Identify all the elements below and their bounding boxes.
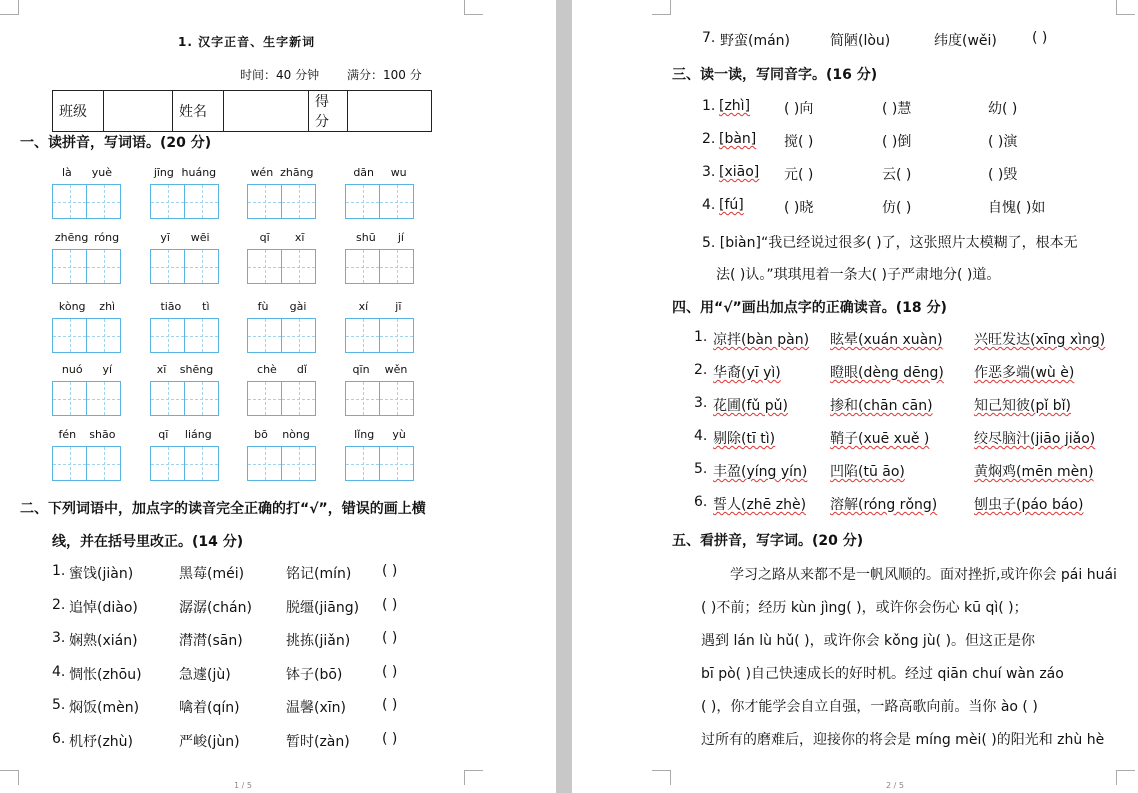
pinyin-syllable: yù bbox=[392, 428, 406, 441]
section2-item-blank[interactable]: ( ) bbox=[382, 630, 398, 646]
pinyin-syllable: fén bbox=[58, 428, 77, 441]
section4-item-b[interactable]: 溶解(róng rǒng) bbox=[830, 497, 938, 513]
section3-item-p: [fú] bbox=[719, 197, 744, 213]
crop-mark bbox=[652, 0, 671, 15]
crop-mark bbox=[464, 770, 483, 785]
writing-boxes bbox=[345, 249, 415, 284]
writing-boxes bbox=[345, 446, 415, 481]
pinyin-group bbox=[150, 363, 220, 416]
pinyin-row bbox=[345, 428, 415, 442]
writing-boxes bbox=[247, 381, 317, 416]
pinyin-row bbox=[150, 231, 220, 245]
time-label: 时间：40 分钟 bbox=[240, 68, 320, 82]
section2-item-c: 暂时(zàn) bbox=[286, 733, 350, 750]
pinyin-group bbox=[52, 166, 122, 219]
writing-boxes bbox=[345, 184, 415, 219]
pinyin-syllable: là bbox=[61, 166, 72, 179]
section3-item-t1[interactable]: 云( ) bbox=[882, 167, 912, 183]
section4-item-c[interactable]: 兴旺发达(xīng xìng) bbox=[974, 332, 1106, 348]
pinyin-syllable: qī bbox=[158, 428, 169, 441]
pinyin-syllable: róng bbox=[94, 231, 120, 244]
pinyin-row bbox=[52, 231, 122, 245]
writing-boxes bbox=[52, 446, 122, 481]
section1-title: 一、读拼音，写词语。(20 分) bbox=[20, 135, 212, 151]
item7-num: 7. bbox=[702, 30, 716, 46]
pinyin-row bbox=[150, 166, 220, 180]
pinyin-group bbox=[52, 428, 122, 481]
writing-boxes bbox=[150, 318, 220, 353]
pinyin-syllable: gài bbox=[289, 300, 307, 313]
section3-item-t0[interactable]: ( )晓 bbox=[784, 200, 814, 216]
writing-box[interactable] bbox=[52, 318, 87, 353]
pinyin-syllable: huáng bbox=[181, 166, 217, 179]
pinyin-row bbox=[247, 166, 317, 180]
section4-item-n: 2. bbox=[694, 362, 708, 378]
item7-c: 纬度(wěi) bbox=[934, 33, 997, 49]
section2-item-b: 急遽(jù) bbox=[179, 666, 231, 683]
pinyin-syllable: chè bbox=[257, 363, 277, 376]
writing-box[interactable] bbox=[150, 381, 185, 416]
pinyin-syllable: wěn bbox=[384, 363, 408, 376]
section4-item-a[interactable]: 丰盈(yíng yín) bbox=[713, 464, 808, 480]
section3-item-n: 3. bbox=[702, 164, 716, 180]
pinyin-syllable: qī bbox=[259, 231, 270, 244]
section2-title: 二、下列词语中，加点字的读音完全正确的打“√”，错误的画上横 bbox=[20, 501, 426, 517]
page-title: 1. 汉字正音、生字新词 bbox=[178, 35, 316, 49]
section3-item-t1[interactable]: ( )倒 bbox=[882, 134, 912, 150]
section4-item-a[interactable]: 誓人(zhē zhè) bbox=[713, 497, 807, 513]
writing-box[interactable] bbox=[380, 249, 414, 284]
item7-a: 野蛮(mán) bbox=[720, 33, 791, 49]
section2-item-blank[interactable]: ( ) bbox=[382, 730, 398, 747]
pinyin-row bbox=[52, 300, 122, 314]
page-number: 1 / 5 bbox=[234, 781, 252, 790]
writing-box[interactable] bbox=[87, 446, 121, 481]
section3-item-t2[interactable]: 自愧( )如 bbox=[988, 200, 1046, 216]
pinyin-syllable: fù bbox=[257, 300, 269, 313]
writing-box[interactable] bbox=[87, 318, 121, 353]
section3-item-p: [xiāo] bbox=[719, 164, 760, 180]
writing-box[interactable] bbox=[52, 184, 87, 219]
pinyin-row bbox=[345, 231, 415, 245]
section2-title-cont: 线，并在括号里改正。(14 分) bbox=[52, 534, 244, 550]
writing-box[interactable] bbox=[52, 381, 87, 416]
pinyin-group bbox=[52, 231, 122, 284]
writing-boxes bbox=[345, 318, 415, 353]
pinyin-row bbox=[247, 363, 317, 377]
section4-item-c[interactable]: 知己知彼(pǐ bǐ) bbox=[974, 398, 1071, 414]
section2-item-blank[interactable]: ( ) bbox=[382, 596, 398, 613]
section3-item-n: 4. bbox=[702, 197, 716, 213]
writing-box[interactable] bbox=[52, 249, 87, 284]
writing-box[interactable] bbox=[247, 249, 282, 284]
pinyin-syllable: wén bbox=[250, 166, 274, 179]
section3-item-n: 1. bbox=[702, 98, 716, 114]
section2-item-c: 钵子(bō) bbox=[286, 666, 343, 683]
section4-item-n: 4. bbox=[694, 428, 708, 444]
pinyin-row bbox=[52, 428, 122, 442]
pinyin-syllable: shēng bbox=[179, 363, 214, 376]
writing-boxes bbox=[247, 446, 317, 481]
writing-box[interactable] bbox=[150, 184, 185, 219]
section4-item-a[interactable]: 花圃(fǔ pǔ) bbox=[713, 398, 788, 414]
pinyin-group bbox=[52, 363, 122, 416]
writing-box[interactable] bbox=[247, 184, 282, 219]
writing-box[interactable] bbox=[150, 318, 185, 353]
writing-boxes bbox=[247, 249, 317, 284]
crop-mark bbox=[0, 770, 19, 785]
pinyin-group bbox=[247, 166, 317, 219]
section2-item-a: 机杼(zhù) bbox=[69, 733, 134, 750]
writing-boxes bbox=[150, 381, 220, 416]
section2-item-blank[interactable]: ( ) bbox=[382, 663, 398, 680]
pinyin-row bbox=[52, 166, 122, 180]
section4-item-c[interactable]: 绞尽脑汁(jiāo jiǎo) bbox=[974, 431, 1096, 447]
section2-item-n: 6. bbox=[52, 730, 66, 747]
crop-mark bbox=[0, 0, 19, 15]
writing-box[interactable] bbox=[282, 446, 316, 481]
pinyin-group bbox=[150, 300, 220, 353]
section2-item-b: 潸潸(sān) bbox=[179, 633, 243, 649]
writing-box[interactable] bbox=[345, 249, 380, 284]
name-label: 姓名 bbox=[173, 91, 224, 132]
writing-box[interactable] bbox=[282, 318, 316, 353]
crop-mark bbox=[1116, 0, 1135, 15]
pinyin-syllable: jí bbox=[397, 231, 404, 244]
section5-line: ( )不前；经历 kùn jìng( )，或许你会伤心 kū qì( )； bbox=[701, 600, 1028, 616]
pinyin-syllable: kòng bbox=[58, 300, 86, 313]
class-field[interactable] bbox=[104, 91, 173, 132]
writing-box[interactable] bbox=[87, 249, 121, 284]
pinyin-group bbox=[247, 300, 317, 353]
section2-item-c: 温馨(xīn) bbox=[286, 700, 346, 716]
section3-item-t0[interactable]: 元( ) bbox=[784, 167, 814, 183]
pinyin-syllable: shāo bbox=[89, 428, 116, 441]
pinyin-syllable: xī bbox=[294, 231, 305, 244]
pinyin-syllable: yuè bbox=[91, 166, 112, 179]
writing-box[interactable] bbox=[380, 318, 414, 353]
pinyin-syllable: zhēng bbox=[54, 231, 89, 244]
section4-item-b[interactable]: 凹陷(tū āo) bbox=[830, 464, 905, 480]
writing-box[interactable] bbox=[150, 249, 185, 284]
writing-boxes bbox=[150, 184, 220, 219]
section5-line: ( )，你才能学会自立自强，一路高歌向前。当你 ào ( ) bbox=[701, 699, 1038, 715]
pinyin-syllable: zhì bbox=[99, 300, 116, 313]
section3-item-t1[interactable]: ( )慧 bbox=[882, 101, 912, 117]
score-label: 满分：100 分 bbox=[347, 68, 422, 82]
writing-box[interactable] bbox=[52, 446, 87, 481]
page-1 bbox=[0, 0, 556, 793]
section2-item-a: 追悼(diào) bbox=[69, 599, 138, 616]
student-info-table bbox=[52, 90, 432, 132]
pinyin-row bbox=[247, 231, 317, 245]
section4-item-b[interactable]: 鞘子(xuē xuě ) bbox=[830, 431, 930, 447]
pinyin-row bbox=[247, 428, 317, 442]
pinyin-group bbox=[345, 300, 415, 353]
section5-line: 过所有的磨难后，迎接你的将会是 míng mèi( )的阳光和 zhù hè bbox=[701, 732, 1105, 748]
section4-item-n: 5. bbox=[694, 461, 708, 477]
section2-item-n: 4. bbox=[52, 663, 66, 680]
pinyin-row bbox=[247, 300, 317, 314]
section3-title: 三、读一读，写同音字。(16 分) bbox=[672, 67, 878, 83]
pinyin-syllable: bō bbox=[254, 428, 268, 441]
section3-item-t2[interactable]: ( )毁 bbox=[988, 167, 1018, 183]
section3-item-p: [zhì] bbox=[719, 98, 751, 114]
pinyin-syllable: nòng bbox=[282, 428, 310, 441]
section2-item-b: 噙着(qín) bbox=[179, 700, 240, 716]
crop-mark bbox=[652, 770, 671, 785]
pinyin-syllable: tì bbox=[202, 300, 210, 313]
section2-item-a: 娴熟(xián) bbox=[69, 633, 138, 649]
writing-box[interactable] bbox=[185, 446, 219, 481]
pinyin-group bbox=[52, 300, 122, 353]
pinyin-syllable: jīng bbox=[153, 166, 174, 179]
section2-item-n: 2. bbox=[52, 596, 66, 613]
section4-item-c[interactable]: 刨虫子(páo báo) bbox=[974, 497, 1084, 513]
section3-item-t2[interactable]: ( )演 bbox=[988, 134, 1018, 150]
section4-item-b[interactable]: 掺和(chān cān) bbox=[830, 398, 933, 414]
section2-item-b: 潺潺(chán) bbox=[179, 599, 252, 616]
writing-box[interactable] bbox=[282, 381, 316, 416]
section3-item5-line2: 法( )认。”琪琪甩着一条大( )子严肃地分( )道。 bbox=[716, 267, 1001, 283]
section5-title: 五、看拼音，写字词。(20 分) bbox=[672, 533, 864, 549]
section4-item-b[interactable]: 瞪眼(dèng dēng) bbox=[830, 365, 944, 381]
item7-blank[interactable]: ( ) bbox=[1032, 30, 1048, 46]
score-field[interactable] bbox=[348, 91, 432, 132]
section2-item-n: 1. bbox=[52, 563, 66, 579]
pinyin-row bbox=[150, 363, 220, 377]
pinyin-syllable: liáng bbox=[184, 428, 212, 441]
section2-item-blank[interactable]: ( ) bbox=[382, 697, 398, 713]
pinyin-syllable: zhāng bbox=[280, 166, 314, 179]
section2-item-c: 挑拣(jiǎn) bbox=[286, 633, 351, 649]
pinyin-group bbox=[345, 428, 415, 481]
writing-box[interactable] bbox=[185, 381, 219, 416]
writing-box[interactable] bbox=[345, 184, 380, 219]
pinyin-syllable: xī bbox=[156, 363, 167, 376]
pinyin-row bbox=[150, 300, 220, 314]
writing-box[interactable] bbox=[345, 381, 380, 416]
pinyin-row bbox=[150, 428, 220, 442]
section4-item-b[interactable]: 眩晕(xuán xuàn) bbox=[830, 332, 943, 348]
pinyin-syllable: yí bbox=[102, 363, 113, 376]
section2-item-c: 铭记(mín) bbox=[286, 566, 352, 582]
pinyin-syllable: lǐng bbox=[354, 428, 375, 441]
pinyin-syllable: nuó bbox=[61, 363, 83, 376]
pinyin-group bbox=[345, 231, 415, 284]
writing-box[interactable] bbox=[345, 446, 380, 481]
writing-box[interactable] bbox=[247, 446, 282, 481]
writing-box[interactable] bbox=[247, 318, 282, 353]
writing-box[interactable] bbox=[282, 249, 316, 284]
section4-item-a[interactable]: 凉拌(bàn pàn) bbox=[713, 332, 810, 348]
section2-item-n: 5. bbox=[52, 697, 66, 713]
writing-box[interactable] bbox=[282, 184, 316, 219]
section4-item-n: 1. bbox=[694, 329, 708, 345]
section2-item-a: 惆怅(zhōu) bbox=[69, 666, 142, 683]
pinyin-group bbox=[150, 166, 220, 219]
page-2 bbox=[572, 0, 1138, 793]
pinyin-syllable: shū bbox=[356, 231, 376, 244]
section2-item-n: 3. bbox=[52, 630, 66, 646]
section2-item-blank[interactable]: ( ) bbox=[382, 563, 398, 579]
section4-item-a[interactable]: 剔除(tī tì) bbox=[713, 431, 776, 447]
writing-boxes bbox=[150, 446, 220, 481]
section4-item-a[interactable]: 华裔(yī yì) bbox=[713, 365, 781, 381]
pinyin-syllable: qīn bbox=[352, 363, 370, 376]
writing-box[interactable] bbox=[185, 249, 219, 284]
writing-box[interactable] bbox=[150, 446, 185, 481]
writing-boxes bbox=[247, 184, 317, 219]
pinyin-syllable: yī bbox=[160, 231, 170, 244]
section4-item-n: 6. bbox=[694, 494, 708, 510]
item7-b: 简陋(lòu) bbox=[830, 33, 891, 49]
section4-title: 四、用“√”画出加点字的正确读音。(18 分) bbox=[672, 300, 947, 316]
pinyin-row bbox=[345, 300, 415, 314]
section5-line: 学习之路从来都不是一帆风顺的。面对挫折,或许你会 pái huái bbox=[730, 567, 1117, 583]
writing-box[interactable] bbox=[87, 381, 121, 416]
section3-item5-line1: 5. [biàn]“我已经说过很多( )了，这张照片太模糊了，根本无 bbox=[702, 235, 1078, 251]
pinyin-group bbox=[345, 166, 415, 219]
pinyin-row bbox=[345, 363, 415, 377]
pinyin-group bbox=[345, 363, 415, 416]
writing-box[interactable] bbox=[380, 381, 414, 416]
writing-box[interactable] bbox=[247, 381, 282, 416]
pinyin-row bbox=[345, 166, 415, 180]
section2-item-a: 焖饭(mèn) bbox=[69, 700, 140, 716]
name-field[interactable] bbox=[224, 91, 309, 132]
section2-item-a: 蜜饯(jiàn) bbox=[69, 566, 134, 582]
writing-box[interactable] bbox=[380, 184, 414, 219]
section3-item-t0[interactable]: 搅( ) bbox=[784, 134, 814, 150]
section5-line: 遇到 lán lù hǔ( )，或许你会 kǒng jù( )。但这正是你 bbox=[701, 633, 1036, 649]
writing-box[interactable] bbox=[185, 318, 219, 353]
writing-boxes bbox=[345, 381, 415, 416]
writing-box[interactable] bbox=[380, 446, 414, 481]
section3-item-t2[interactable]: 幼( ) bbox=[988, 101, 1018, 117]
crop-mark bbox=[1116, 770, 1135, 785]
page-number: 2 / 5 bbox=[886, 781, 904, 790]
pinyin-syllable: wu bbox=[390, 166, 407, 179]
section4-item-n: 3. bbox=[694, 395, 708, 411]
pinyin-syllable: xí bbox=[358, 300, 369, 313]
pinyin-group bbox=[247, 428, 317, 481]
writing-boxes bbox=[52, 381, 122, 416]
pinyin-syllable: tiāo bbox=[160, 300, 182, 313]
pinyin-syllable: dǐ bbox=[296, 363, 307, 376]
pinyin-row bbox=[52, 363, 122, 377]
score-label-cell: 得分 bbox=[309, 91, 348, 132]
writing-box[interactable] bbox=[185, 184, 219, 219]
pinyin-group bbox=[150, 231, 220, 284]
writing-boxes bbox=[52, 318, 122, 353]
section3-item-t0[interactable]: ( )向 bbox=[784, 101, 814, 117]
section4-item-c[interactable]: 黄焖鸡(mēn mèn) bbox=[974, 464, 1094, 480]
pinyin-group bbox=[247, 231, 317, 284]
writing-boxes bbox=[52, 249, 122, 284]
crop-mark bbox=[464, 0, 483, 15]
writing-boxes bbox=[52, 184, 122, 219]
section3-item-t1[interactable]: 仿( ) bbox=[882, 200, 912, 216]
writing-boxes bbox=[247, 318, 317, 353]
section2-item-b: 严峻(jùn) bbox=[179, 733, 240, 750]
section2-item-c: 脱缰(jiāng) bbox=[286, 599, 360, 616]
pinyin-syllable: wēi bbox=[190, 231, 210, 244]
section2-item-b: 黑莓(méi) bbox=[179, 566, 245, 582]
section5-line: bī pò( )自己快速成长的好时机。经过 qiān chuí wàn záo bbox=[701, 666, 1064, 682]
pinyin-group bbox=[150, 428, 220, 481]
pinyin-syllable: dān bbox=[353, 166, 375, 179]
pinyin-syllable: jī bbox=[395, 300, 402, 313]
class-label: 班级 bbox=[53, 91, 104, 132]
section3-item-p: [bàn] bbox=[719, 131, 757, 147]
writing-box[interactable] bbox=[87, 184, 121, 219]
pinyin-group bbox=[247, 363, 317, 416]
section4-item-c[interactable]: 作恶多端(wù è) bbox=[974, 365, 1075, 381]
section3-item-n: 2. bbox=[702, 131, 716, 147]
writing-boxes bbox=[150, 249, 220, 284]
writing-box[interactable] bbox=[345, 318, 380, 353]
